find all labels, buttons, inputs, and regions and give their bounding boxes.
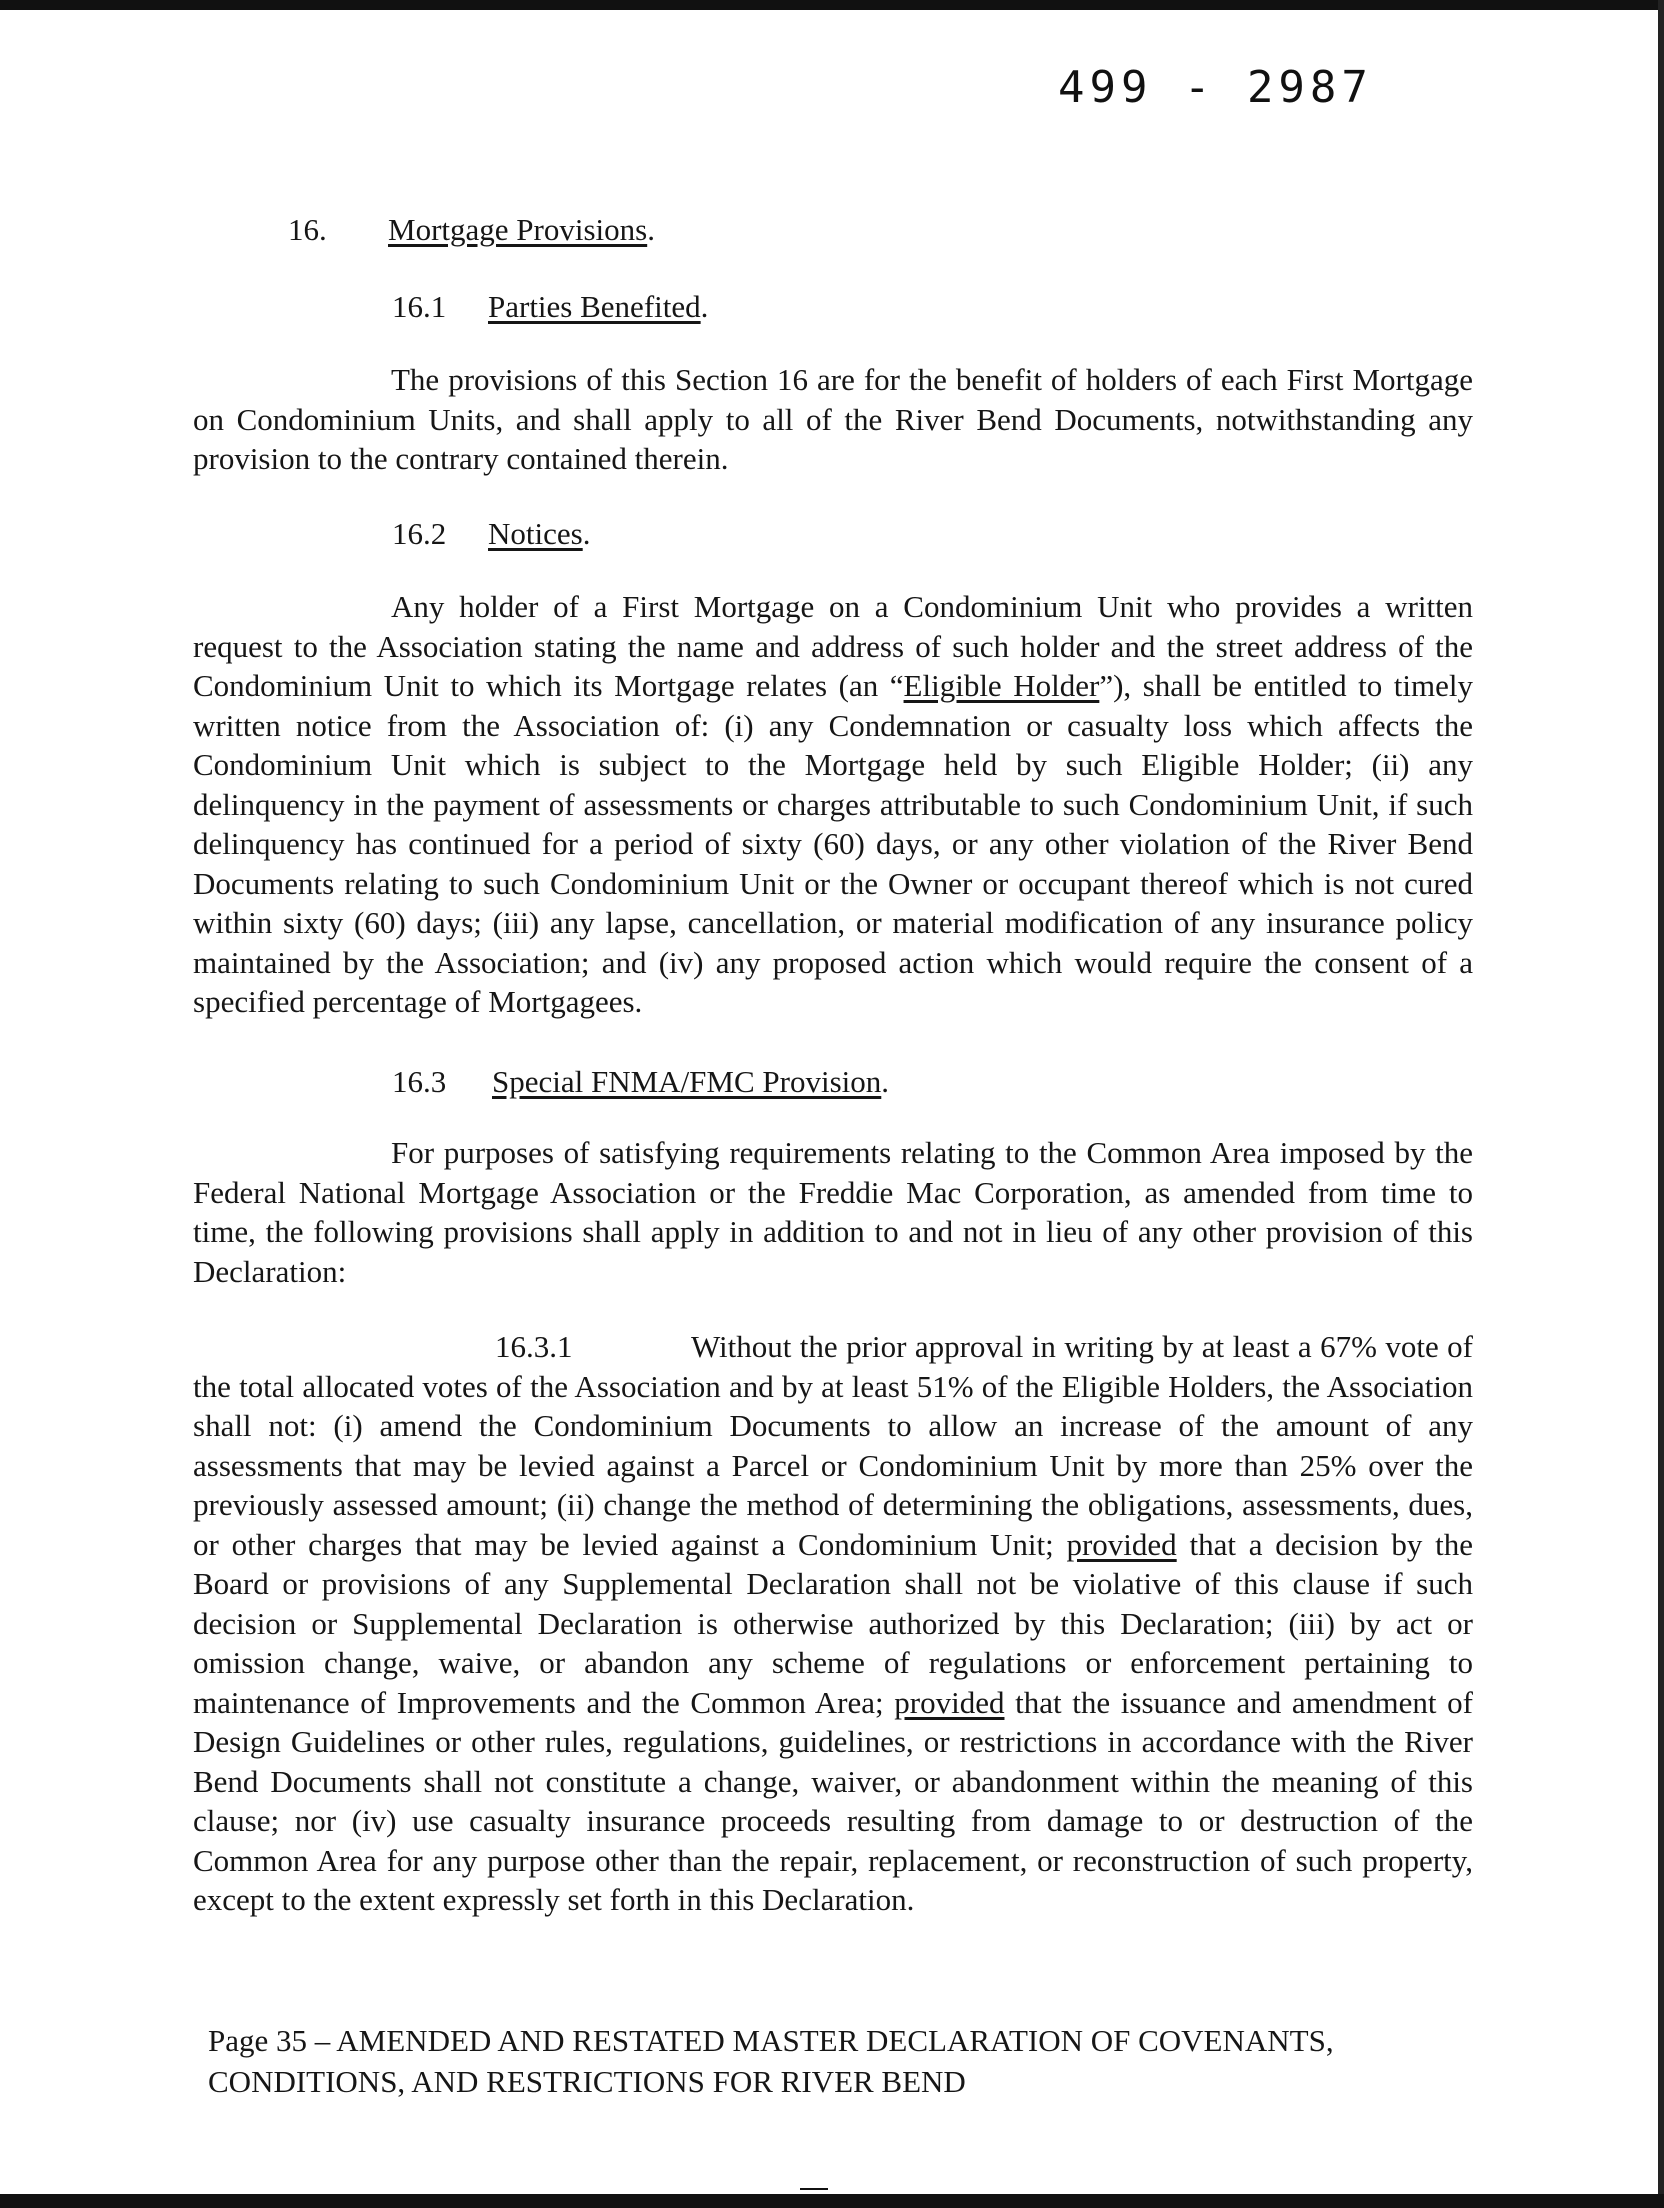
section-16-3-1-body — [193, 1327, 1473, 1920]
page-footer — [208, 2020, 1488, 2102]
section-16-2-body — [193, 587, 1473, 1022]
section-number: 16. — [288, 212, 327, 247]
document-stamp-number: 499 - 2987 — [1058, 62, 1373, 113]
provided-term: provided — [1066, 1526, 1177, 1562]
section-title: Parties Benefited — [488, 289, 701, 324]
subsection-number: 16.3.1 — [495, 1329, 573, 1364]
paragraph-text: Any holder of a First Mortgage on a Condominium Unit who provides a written request to the Association stating the name and address of such holder and the street address of the Condominium Unit to which its Mortgage relates (an “ — [193, 589, 1473, 703]
section-number: 16.3 — [392, 1064, 447, 1099]
section-title: Special FNMA/FMC Provision — [492, 1064, 882, 1099]
scan-bottom-border — [0, 2194, 1664, 2208]
scan-bottom-mark — [800, 2188, 828, 2198]
footer-line-2: CONDITIONS, AND RESTRICTIONS FOR RIVER BEND — [208, 2064, 966, 2099]
paragraph-text: Without the prior approval in writing by at least a 67% vote of the total allocated votes of the Association and by at least 51% of the Eligible Holders, the Association shall not: (i) amend the Condominium Documents to allow an increase of the amount of any assessments that may be levied against a Parcel or Condominium Unit by more than 25% over the previously assessed amount; (ii) change the method of determining the obligations, assessments, dues, or other charges that may be levied against a Condominium Unit; — [193, 1329, 1473, 1562]
scan-top-border — [0, 0, 1664, 10]
section-16-heading: 16. Mortgage Provisions. — [288, 210, 655, 250]
section-title: Notices — [488, 516, 583, 551]
provided-term: provided — [894, 1684, 1005, 1720]
section-16-3-heading: 16.3 Special FNMA/FMC Provision. — [392, 1062, 889, 1102]
footer-line-1: Page 35 – AMENDED AND RESTATED MASTER DECLARATION OF COVENANTS, — [208, 2023, 1334, 2058]
section-title: Mortgage Provisions — [388, 212, 648, 247]
paragraph-text: that the issuance and amendment of Design Guidelines or other rules, regulations, guidelines, or restrictions in accordance with the River Bend Documents shall not constitute a change, waiver, or abandonment within the meaning of this clause; nor (iv) use casualty insurance proceeds resulting from damage to or destruction of the Common Area for any purpose other than the repair, replacement, or reconstruction of such property, except to the extent expressly set forth in this Declaration. — [193, 1684, 1473, 1917]
paragraph-text: that a decision by the Board or provisions of any Supplemental Declaration shall not be violative of this clause if such decision or Supplemental Declaration is otherwise authorized by this Declaration; (iii) by act or omission change, waive, or abandon any scheme of regulations or enforcement pertaining to maintenance of Improvements and the Common Area; — [193, 1526, 1474, 1720]
section-number: 16.2 — [392, 516, 447, 551]
section-16-2-heading: 16.2 Notices. — [392, 514, 590, 554]
paragraph-text: For purposes of satisfying requirements relating to the Common Area imposed by the Federal National Mortgage Association or the Freddie Mac Corporation, as amended from time to time, the following provisions shall apply in addition to and not in lieu of any other provision of this Declaration: — [193, 1135, 1473, 1289]
defined-term: Eligible Holder — [903, 668, 1100, 703]
section-16-1-heading: 16.1 Parties Benefited. — [392, 287, 708, 327]
section-16-3-body — [193, 1133, 1473, 1291]
paragraph-text: ”), shall be entitled to timely written notice from the Association of: (i) any Condemnation or casualty loss which affects the Condominium Unit which is subject to the Mortgage held by such Eligible Holder; (ii) any delinquency in the payment of assessments or charges attributable to such Condominium Unit, if such delinquency has continued for a period of sixty (60) days, or any other violation of the River Bend Documents relating to such Condominium Unit or the Owner or occupant thereof which is not cured within sixty (60) days; (iii) any lapse, cancellation, or material modification of any insurance policy maintained by the Association; and (iv) any proposed action which would require the consent of a specified percentage of Mortgagees. — [193, 668, 1474, 1019]
scan-right-border — [1658, 0, 1664, 2208]
paragraph-text: The provisions of this Section 16 are for the benefit of holders of each First Mortgage on Condominium Units, and shall apply to all of the River Bend Documents, notwithstanding any provision to the contrary contained therein. — [193, 362, 1473, 476]
section-16-1-body — [193, 360, 1473, 479]
section-number: 16.1 — [392, 289, 447, 324]
